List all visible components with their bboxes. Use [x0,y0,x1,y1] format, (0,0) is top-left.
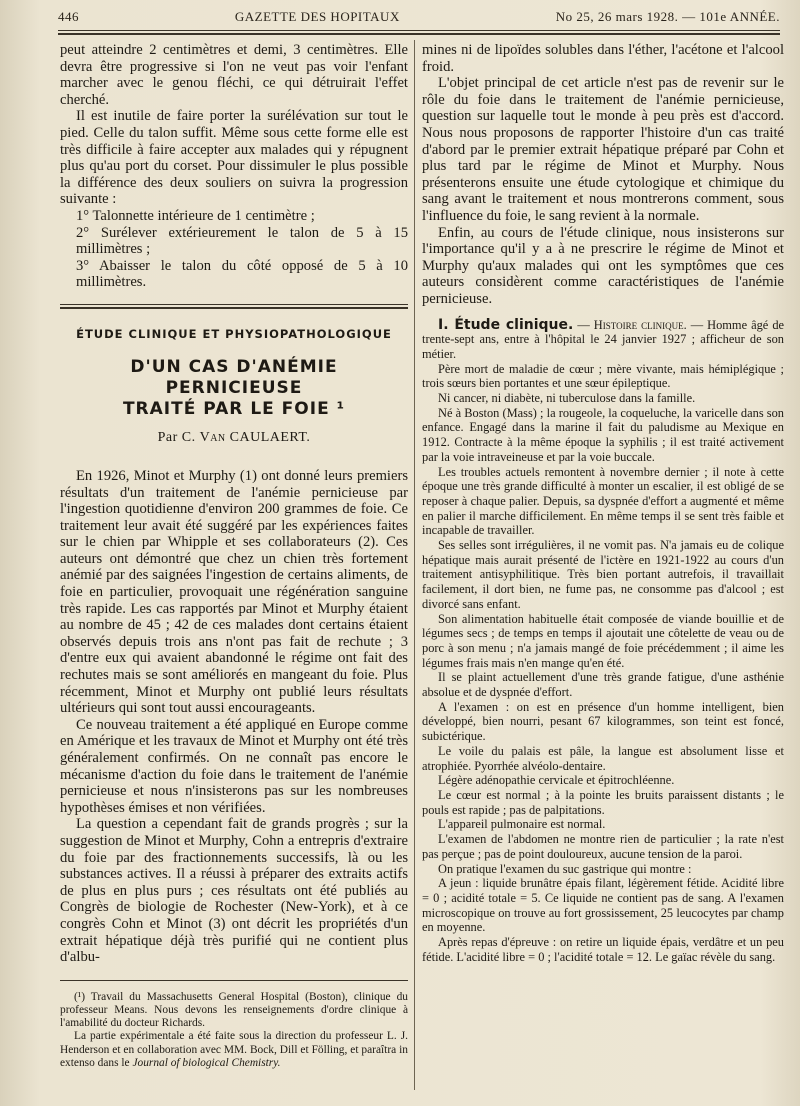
paragraph: En 1926, Minot et Murphy (1) ont donné leurs premiers résultats d'un traitement de l'anémie pernicieuse par l'ingestion quotidienne d'environ 200 grammes de foie. Ce traitement leur avait été suggéré par les expériences faites sur le chien par Whipple et ses collaborateurs (2). Ces auteurs ont démontré que chez un chien très fortement anémié par des saignées l'ingestion de certains aliments, de foie en particulier, provoquait une régénération sanguine très rapide. Les cas rapportés par Minot et Murphy étaient au nombre de 45 ; 42 de ces malades dont certains étaient observés depuis trois ans n'ont pas fait de rechute ; 3 d'entre eux qui avaient abandonné le régime ont fait des rechutes mais se sont améliorés en mangeant du foie. Plus récemment, Minot et Murphy ont publié leurs résultats ultérieurs qui sont tout aussi encourageants. [60,467,408,717]
right-column [422,42,784,964]
header-rule [58,30,780,31]
paragraph: Père mort de maladie de cœur ; mère vivante, mais hémiplégique ; trois sœurs bien portantes et une sœur épileptique. [422,361,784,391]
left-column [60,42,408,1070]
page-number: 446 [58,9,79,24]
paragraph: A jeun : liquide brunâtre épais filant, légèrement fétide. Acidité libre = 0 ; acidité totale = 5. Ce liquide ne contient pas de sang. A l'examen microscopique on trouve au fort grossissement, 25 leucocytes par champ en moyenne. [422,876,784,935]
byline [60,430,408,446]
paragraph: L'examen de l'abdomen ne montre rien de particulier ; la rate n'est pas perçue ; pas de point douloureux, aucune tension de la paroi. [422,832,784,861]
footnote-2-journal: Journal of biological Chemistry. [132,1056,281,1069]
article-title-line-1: D'UN CAS D'ANÉMIE PERNICIEUSE [130,356,338,398]
paragraph: Ce nouveau traitement a été appliqué en Europe comme en Amérique et les travaux de Minot et Murphy ont été très généralement confirmés. On ne connaît pas encore le mécanisme d'action du foie dans le traitement de l'anémie pernicieuse et nous n'insisterons pas sur les nombreuses hypothèses émises et non vérifiées. [60,716,408,816]
list-item: 3° Abaisser le talon du côté opposé de 5 à 10 millimètres. [76,257,408,291]
paragraph: On pratique l'examen du suc gastrique qui montre : [438,861,692,876]
paragraph: Il se plaint actuellement d'une très grande fatigue, d'une asthénie absolue et de dyspnée d'effort. [422,670,784,700]
paragraph: Né à Boston (Mass) ; la rougeole, la coqueluche, la varicelle dans son enfance. Engagé dans la marine il fait du paludisme au Mexique en 1912. Contracte à la même époque la syphilis ; il est traité activement par la voie intraveineuse et par la voie buccale. [422,405,784,464]
paragraph: Il est inutile de faire porter la surélévation sur tout le pied. Celle du talon suffit. Même sous cette forme elle est très difficile à faire accepter aux malades qui y répugnent plus qu'au port du corset. Pour dissimuler le plus possible la différence des deux souliers on suivra la progression suivante : [60,108,408,208]
footnotes [60,991,408,1070]
paragraph: Le cœur est normal ; à la pointe les bruits paraissent distants ; le pouls est rapide ; pas de palpitations. [422,788,784,817]
paragraph-text: — Homme âgé de trente-sept ans, entre à l'hôpital le 24 janvier 1927 ; afficheur de son métier. [422,317,785,361]
dash: — [573,317,594,332]
paragraph: Les troubles actuels remontent à novembre dernier ; il note à cette époque une très grande difficulté à monter un escalier, il est obligé de se reposer à chaque palier. Depuis, sa dyspnée d'effort a augmenté et même en palier il marche difficilement. En même temps il se sent très faible et incapable de travailler. [422,464,784,538]
issue-info: No 25, 26 mars 1928. — 101e ANNÉE. [555,9,780,24]
header-rule-thick [58,33,780,35]
column-divider [414,40,415,1090]
footnote-2-text: La partie expérimentale a été faite sous la direction du professeur L. J. Henderson et en collaboration avec MM. Bock, Dill et Fölling, et paraîtra in extenso dans le [60,1030,408,1069]
subsection-heading: Histoire clinique. [593,317,687,332]
author-name: Van CAULAERT. [199,429,311,445]
list-item: 1° Talonnette intérieure de 1 centimètre ; [76,207,315,224]
paragraph: A l'examen : on est en présence d'un homme intelligent, bien développé, bien nourri, pesant 67 kilogrammes, son teint est foncé, subictérique. [422,699,784,744]
section-heading-paragraph [422,318,784,362]
footnote-2 [60,1030,408,1070]
paragraph: Légère adénopathie cervicale et épitrochléenne. [438,773,675,788]
paragraph: peut atteindre 2 centimètres et demi, 3 centimètres. Elle devra être progressive si l'on ne veut pas voir l'enfant marcher avec le genou fléchi, ce qui détruirait l'effet cherché. [60,42,408,108]
section-heading: I. Étude clinique. [438,316,574,333]
footnote-1: (¹) Travail du Massachusetts General Hospital (Boston), clinique du professeur Means. Nous devons les renseignements d'ordre clinique à l'amabilité du docteur Richards. [60,990,408,1030]
paragraph: Son alimentation habituelle était composée de viande bouillie et de légumes secs ; de temps en temps il ajoutait une côtelette de veau ou de porc à son menu ; n'a jamais mangé de foie précédemment ; il aime les légumes frais mais n'en mange qu'en été. [422,611,784,670]
paragraph: Le voile du palais est pâle, la langue est absolument lisse et atrophiée. Pyorrhée alvéolo-dentaire. [422,743,784,773]
paragraph: mines ni de lipoïdes solubles dans l'éther, l'acétone et l'alcool froid. [422,42,784,75]
paragraph: L'objet principal de cet article n'est pas de revenir sur le rôle du foie dans le traitement de l'anémie pernicieuse, question sur laquelle tout le monde à peu près est d'accord. Nous nous proposons de rapporter l'histoire d'un cas traité d'abord par le premier extrait hépatique préparé par Cohn et plus tard par le régime de Minot et Murphy. Nous présenterons ensuite une étude cytologique et chimique du sang avant le traitement et nous montrerons comment, sous l'influence du foie, le sang revient à la normale. [422,75,784,224]
section-rule-thick [60,307,408,309]
paragraph: La question a cependant fait de grands progrès ; sur la suggestion de Minot et Murphy, Cohn a entrepris d'extraire du foie par des fractionnements successifs, là ou les substances actives. Il a réussi à préparer des extraits actifs de plus en plus purs ; ces résultats ont été publiés au Congrès de biologie de Rochester (New-York), et à ce congrès Cohn et Minot (3) ont décrit les propriétés d'un extrait hépatique déjà très purifié qui ne contient plus d'albu- [60,816,408,966]
article-title-line-2: TRAITÉ PAR LE FOIE ¹ [122,398,346,419]
paragraph: Ni cancer, ni diabète, ni tuberculose dans la famille. [438,391,696,406]
journal-title: GAZETTE DES HOPITAUX [234,9,400,24]
paragraph: Enfin, au cours de l'étude clinique, nous insisterons sur l'importance qu'il y a à ne prescrire le régime de Minot et Murphy qu'aux malades qui ont les symptômes que ces auteurs considèrent comme caractéristiques de l'anémie pernicieuse. [422,224,784,307]
section-rule [60,304,408,305]
article-title [60,357,408,420]
running-head [58,6,780,28]
paragraph: L'appareil pulmonaire est normal. [438,817,606,832]
paragraph: Ses selles sont irrégulières, il ne vomit pas. N'a jamais eu de colique hépatique mais aurait présenté de l'ictère en 1921-1922 au cours d'un traitement antisyphilitique. Très bien portant autrefois, il travaillait facilement, il dort bien, ne fume pas, ne consomme pas d'alcool ; est divorcé sans enfant. [422,538,784,611]
byline-prefix: Par C. [157,429,200,445]
section-label: ÉTUDE CLINIQUE ET PHYSIOPATHOLOGIQUE [76,326,392,341]
paragraph: Après repas d'épreuve : on retire un liquide épais, verdâtre et un peu fétide. L'acidité libre = 0 ; l'acidité totale = 12. Le gaïac révèle du sang. [422,935,784,964]
footnote-rule [60,980,408,981]
list-item: 2° Surélever extérieurement le talon de 5 à 15 millimètres ; [76,224,408,258]
